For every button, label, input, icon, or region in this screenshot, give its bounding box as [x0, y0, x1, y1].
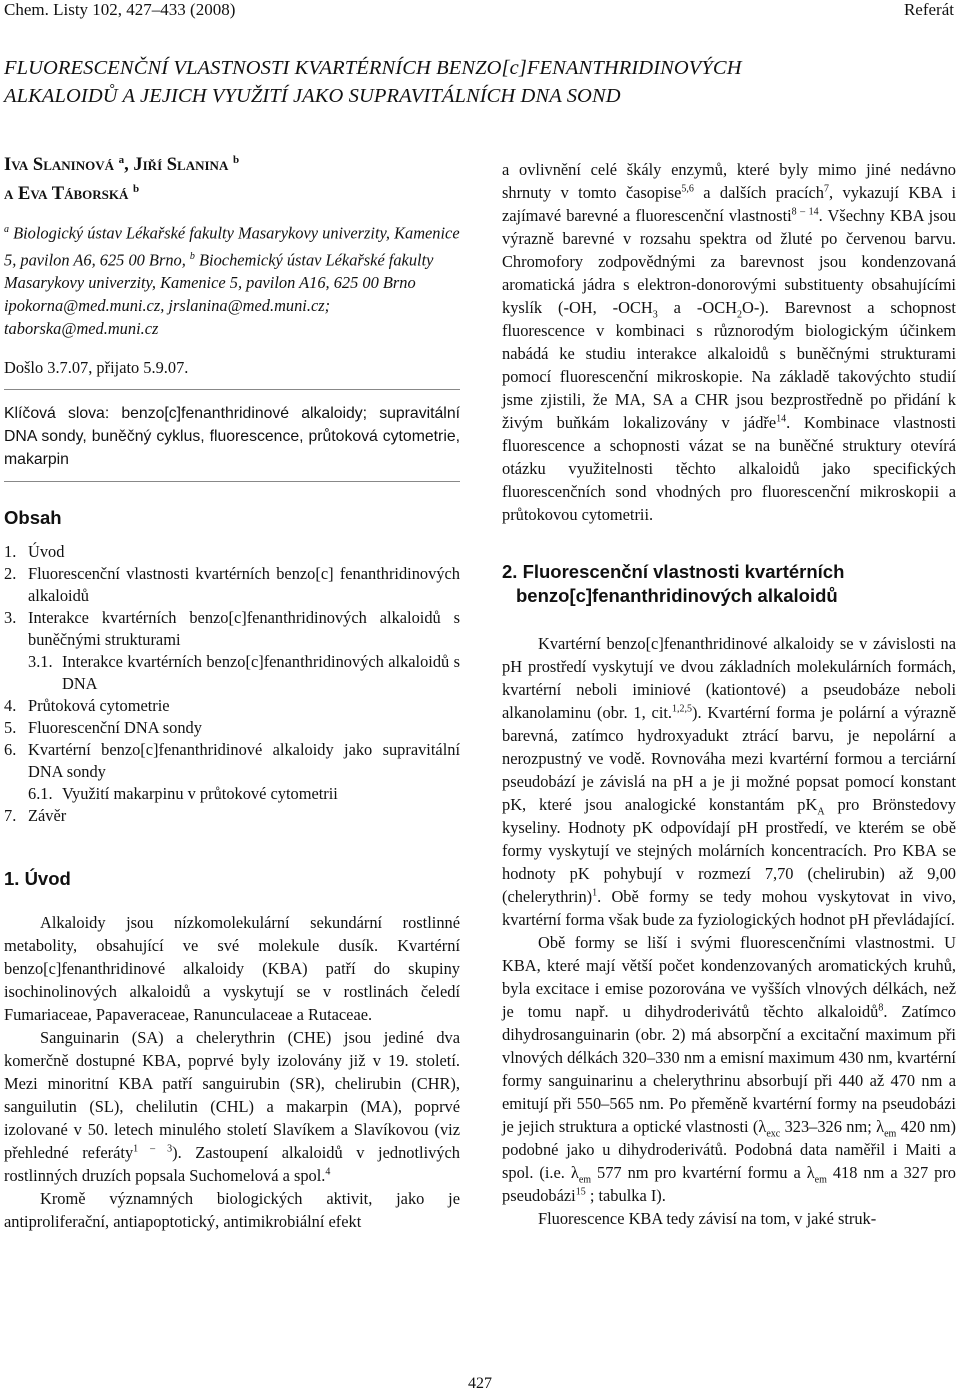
- toc-text: Úvod: [28, 542, 65, 562]
- intro-paragraph-1: Alkaloidy jsou nízkomolekulární sekundární rostlinné metabolity, obsahující ve své molekule dusík. Kvartérní benzo[c]fenanthridinové alkaloidy (KBA) patří do skupiny isochinolinových alkaloidů a vyskytují se v rostlinách čeledí Fumariaceae, Papaveraceae, Ranunculaceae a Rutaceae.: [4, 913, 460, 1025]
- section-2-heading-line-1: 2. Fluorescenční vlastnosti kvartérních: [502, 561, 845, 582]
- citation: 1: [592, 887, 598, 899]
- sec2-paragraph-3: Fluorescence KBA tedy závisí na tom, v jaké struk-: [538, 1209, 877, 1228]
- intro-paragraph-3: Kromě významných biologických aktivit, jako je antiproliferační, antiapoptotický, antimikrobiální efekt: [4, 1189, 460, 1232]
- toc-num: 1.: [4, 542, 17, 562]
- author-1: Iva Slaninová: [4, 155, 114, 176]
- divider-bottom: [4, 481, 460, 482]
- right-paragraph-1: [502, 158, 956, 526]
- toc-text: Fluorescenční vlastnosti kvartérních benzo[c] fenanthridinových alkaloidů: [28, 564, 460, 606]
- toc-text: Průtoková cytometrie: [28, 696, 170, 716]
- keywords: Klíčová slova: benzo[c]fenanthridinové alkaloidy; supravitální DNA sondy, buněčný cyklus, fluorescence, průtoková cytometrie, makarpin: [4, 405, 460, 469]
- subscript: 3: [652, 309, 658, 321]
- text-run: pro Brönstedovy kyseliny. Hodnoty pK odpovídají pH prostředí, ve kterém se obě formy vyskytují ve stejných molárních koncentracích. Pro KBA se hodnoty pK pohybují v rozmezí 7,70 (chelirubin) až 9,00 (chelerythrin): [502, 795, 956, 906]
- author-3-affil: b: [133, 183, 140, 196]
- running-header: [0, 0, 960, 24]
- toc-num: 7.: [4, 806, 17, 826]
- toc-item: [4, 651, 460, 695]
- title-line-1: FLUORESCENČNÍ VLASTNOSTI KVARTÉRNÍCH BENZO[c]FENANTHRIDINOVÝCH: [4, 57, 742, 79]
- toc-text: Interakce kvartérních benzo[c]fenanthridinových alkaloidů s buněčnými strukturami: [28, 608, 460, 650]
- article-title: [4, 54, 954, 110]
- text-run: 420 nm) podobné jako u dihydroderivátů. Podobná data naměřil i Maiti a spol. (i.e. λ: [502, 1117, 956, 1182]
- text-run: . Všechny KBA jsou výrazně barevné v rozsahu spektra od žluté po červenou barvu. Chromofory zodpovědnými za barevnost jsou kondenzovaná aromatická jádra s elektron-donorovými substituenty obsahujícími kyslík (-OH, -OCH: [502, 206, 956, 317]
- text-run: 323–326 nm; λ: [780, 1117, 885, 1136]
- author-3: Eva Táborská: [18, 184, 129, 205]
- page-number: 427: [468, 1375, 492, 1392]
- toc-text: Fluorescenční DNA sondy: [28, 718, 202, 738]
- affil-marker-b: b: [189, 250, 195, 262]
- text-run: , vykazují KBA i zajímavé barevné a fluorescenční vlastnosti: [502, 183, 956, 225]
- intro-paragraph-2: [4, 1026, 460, 1187]
- author-conj: a: [4, 184, 14, 205]
- subscript: 2: [736, 309, 742, 321]
- author-1-affil: a: [118, 154, 125, 166]
- text-run: 418 nm a 327 pro pseudobázi: [502, 1163, 956, 1205]
- subscript: em: [578, 1174, 592, 1186]
- text-run: 577 nm pro kvartérní formu a λ: [591, 1163, 815, 1182]
- toc-item: [4, 607, 460, 651]
- affiliation-a: Biologický ústav Lékařské fakulty Masarykovy univerzity, Kamenice 5, pavilon A6, 625 00 Brno,: [4, 223, 460, 270]
- citation: 14: [776, 413, 787, 425]
- toc-num: 5.: [4, 718, 17, 738]
- sec2-paragraph-1: [502, 632, 956, 931]
- subscript: A: [817, 806, 825, 818]
- toc-text: Využití makarpinu v průtokové cytometrii: [62, 784, 338, 804]
- section-1-heading: 1. Úvod: [4, 868, 71, 890]
- authors: Iva Slaninová $^a$, Jiří Slanina $^b$ a Eva Táborská $^b$: [4, 154, 240, 205]
- text-run: Obě formy se liší i svými fluorescenčními vlastnostmi. U KBA, které mají větší počet kondenzovaných aromatických kruhů, byla excitace i emise pozorována ve vyšších vlnových délkách, než je tomu např. u dihydroderivátů těchto alkaloidů: [502, 933, 956, 1021]
- text-run: . Obě formy se tedy mohou vyskytovat in vivo, kvartérní forma však bude za fyziologických hodnot pH převládající.: [502, 887, 956, 929]
- citation: 8 – 14: [791, 206, 819, 218]
- text-run: ). Kvartérní forma je polární a výrazně barevná, zatímco hydroxyadukt ztrácí barvu, je nepolární a nerozpustný ve vodě. Rovnováha mezi kvartérní formou a terciární pseudobází je závislá na pH a je ji možné popsat pomocí konstant pK, které jsou analogické konstantám pK: [502, 703, 956, 814]
- journal-citation: Chem. Listy 102, 427–433 (2008): [4, 0, 236, 19]
- text-run: Sanguinarin (SA) a chelerythrin (CHE) jsou jediné dva komerčně dostupné KBA, poprvé byly izolovány již v 19. století. Mezi minoritní KBA patří sanguirubin (SR), chelirubin (CHR), sanguilutin (SL), chelilutin (CHL) a makarpin (MA), poprvé izolované v 50. letech minulého století Slavíkem a Slavíkovou (viz přehledné referáty: [4, 1028, 460, 1163]
- toc-item: [4, 717, 460, 739]
- right-column: [502, 158, 956, 1230]
- citation: 8: [878, 1002, 884, 1014]
- toc-heading: Obsah: [4, 507, 62, 529]
- toc-item: [4, 695, 460, 717]
- toc-item: [4, 783, 460, 805]
- divider-top: [4, 389, 460, 390]
- toc-num: 3.: [4, 608, 17, 628]
- toc-item: [4, 563, 460, 607]
- author-emails: ipokorna@med.muni.cz, jrslanina@med.muni.cz; taborska@med.muni.cz: [4, 296, 331, 339]
- citation: 7: [824, 183, 829, 195]
- text-run: a dalších pracích: [693, 183, 824, 202]
- section-2-heading: [502, 560, 956, 608]
- toc-num: 6.1.: [28, 784, 53, 804]
- citation: 1,2,5: [672, 703, 693, 715]
- citation: 1 – 3: [133, 1143, 173, 1155]
- text-run: O-). Barevnost a schopnost fluorescence v kombinaci s různorodým biologickým účinkem nabádá ke studiu interakce alkaloidů s buněčnými strukturami pomocí fluorescenční mikroskopie. Na základě takovýchto studií jsme zjistili, že MA, SA a CHR jsou bezprostředně po přidání k živým buňkám lokalizovány v jádře: [502, 298, 956, 432]
- toc-text: Interakce kvartérních benzo[c]fenanthridinových alkaloidů s DNA: [62, 652, 460, 694]
- text-run: a -OCH: [657, 298, 737, 317]
- citation: 4: [325, 1166, 331, 1178]
- toc-num: 6.: [4, 740, 17, 760]
- affiliation-b: Biochemický ústav Lékařské fakulty Masarykovy univerzity, Kamenice 5, pavilon A16, 625 00 Brno: [4, 250, 434, 293]
- toc-text: Závěr: [28, 806, 67, 826]
- toc-num: 4.: [4, 696, 17, 716]
- text-run: a ovlivnění celé škály enzymů, které byly mimo jiné nedávno shrnuty v tomto časopise: [502, 160, 956, 202]
- toc-num: 2.: [4, 564, 17, 584]
- toc-item: [4, 805, 460, 827]
- text-run: . Zatímco dihydrosanguinarin (obr. 2) má absorpční a excitační maximum při vlnových délkách 320–330 nm a emisní maximum 430 nm, kvartérní formy sanguinarinu a chelerythrinu absorbují při 440 až 470 nm a emitují při 550–565 nm. Po přeměně kvartérní formy na pseudobázi je jejich struktura a optické vlastnosti (λ: [502, 1002, 956, 1136]
- citation: 5,6: [681, 183, 694, 195]
- author-2: Jiří Slanina: [133, 155, 229, 176]
- text-run: ; tabulka I).: [585, 1186, 666, 1205]
- text-run: ). Zastoupení alkaloidů v jednotlivých rostlinných druzích popsala Suchomelová a spol.: [4, 1143, 460, 1186]
- toc-item: [4, 739, 460, 783]
- section-2-heading-line-2: benzo[c]fenanthridinových alkaloidů: [516, 585, 838, 606]
- subscript: em: [884, 1128, 897, 1140]
- left-column: [4, 148, 460, 1233]
- article-type: Referát: [903, 0, 954, 19]
- author-2-affil: b: [232, 154, 240, 166]
- title-line-2: ALKALOIDŮ A JEJICH VYUŽITÍ JAKO SUPRAVITÁLNÍCH DNA SOND: [4, 85, 621, 107]
- received-accepted-dates: Došlo 3.7.07, přijato 5.9.07.: [4, 358, 189, 378]
- citation: 15: [575, 1186, 586, 1198]
- subscript: exc: [766, 1128, 781, 1140]
- table-of-contents: [4, 541, 460, 827]
- toc-item: [4, 541, 460, 563]
- toc-text: Kvartérní benzo[c]fenanthridinové alkaloidy jako supravitální DNA sondy: [28, 740, 460, 782]
- affil-marker-a: a: [4, 224, 9, 236]
- text-run: . Kombinace vlastnosti fluorescence a schopnosti vázat se na buněčné struktury otevírá otázku využitelnosti těchto alkaloidů jako specifických fluorescenčních sond vhodných pro fluorescenční mikroskopii a průtokovou cytometrii.: [502, 413, 956, 524]
- subscript: em: [814, 1174, 827, 1186]
- toc-num: 3.1.: [28, 652, 53, 672]
- sec2-paragraph-2: [502, 931, 956, 1207]
- affiliations: [4, 218, 460, 340]
- text-run: Kvartérní benzo[c]fenanthridinové alkaloidy se v závislosti na pH prostředí vyskytují ve dvou základních molekulárních formách, kvartérní neboli iminiové (kationtové) a pseudobáze neboli alkanolaminu (obr. 1, cit.: [502, 634, 956, 722]
